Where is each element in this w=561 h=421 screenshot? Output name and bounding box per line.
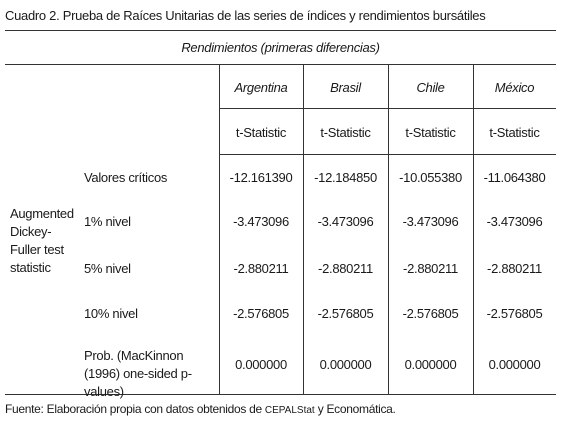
table-cell: -3.473096: [402, 214, 459, 229]
country-header-mexico: México: [494, 80, 535, 95]
row-label: 1% nivel: [84, 214, 131, 229]
country-header-brasil: Brasil: [330, 80, 361, 95]
source-suffix: y Economática.: [314, 402, 396, 416]
source-prefix: Fuente: Elaboración propia con datos obtenidos de: [5, 402, 265, 416]
table-cell: -2.880211: [233, 261, 289, 276]
table-cell: 0.000000: [235, 357, 287, 372]
row-label: 5% nivel: [84, 261, 131, 276]
table-cell: -2.576805: [317, 306, 374, 321]
source-name: CEPALStat: [264, 405, 315, 416]
row-label: 10% nivel: [84, 306, 138, 321]
column-divider: [303, 64, 304, 394]
top-rule: [5, 30, 556, 31]
source-note: [5, 402, 396, 416]
column-divider: [388, 64, 389, 394]
table-cell: 0.000000: [488, 357, 541, 372]
table-cell: -2.880211: [403, 261, 458, 276]
column-divider: [473, 64, 474, 394]
table-cell: -2.576805: [402, 306, 459, 321]
table-cell: -11.064380: [483, 170, 546, 185]
stat-header: t-Statistic: [405, 125, 456, 140]
stat-header: t-Statistic: [235, 125, 287, 140]
table-cell: -12.184850: [314, 170, 377, 185]
group-header: Rendimientos (primeras diferencias): [181, 40, 380, 55]
table-cell: -2.576805: [233, 306, 289, 321]
stat-header: t-Statistic: [489, 125, 540, 140]
table-caption: Cuadro 2. Prueba de Raíces Unitarias de las series de índices y rendimientos bursátiles: [5, 8, 486, 23]
row-label: Valores críticos: [84, 170, 168, 185]
table-cell: -2.880211: [318, 261, 373, 276]
country-header-chile: Chile: [416, 80, 445, 95]
country-header-argentina: Argentina: [234, 80, 288, 95]
table-cell: -2.880211: [487, 261, 542, 276]
stat-header: t-Statistic: [320, 125, 371, 140]
table-cell: -12.161390: [229, 170, 293, 185]
table-cell: -3.473096: [486, 214, 543, 229]
table-cell: -3.473096: [317, 214, 374, 229]
row-label: Prob. (MacKinnon (1996) one-sided p-values): [84, 348, 192, 399]
column-divider: [219, 64, 220, 394]
row-group-label: Augmented Dickey-Fuller test statistic: [10, 206, 74, 275]
table-cell: -10.055380: [399, 170, 462, 185]
table-cell: -2.576805: [486, 306, 543, 321]
table-cell: 0.000000: [404, 357, 457, 372]
table-cell: 0.000000: [319, 357, 372, 372]
table-cell: -3.473096: [233, 214, 289, 229]
